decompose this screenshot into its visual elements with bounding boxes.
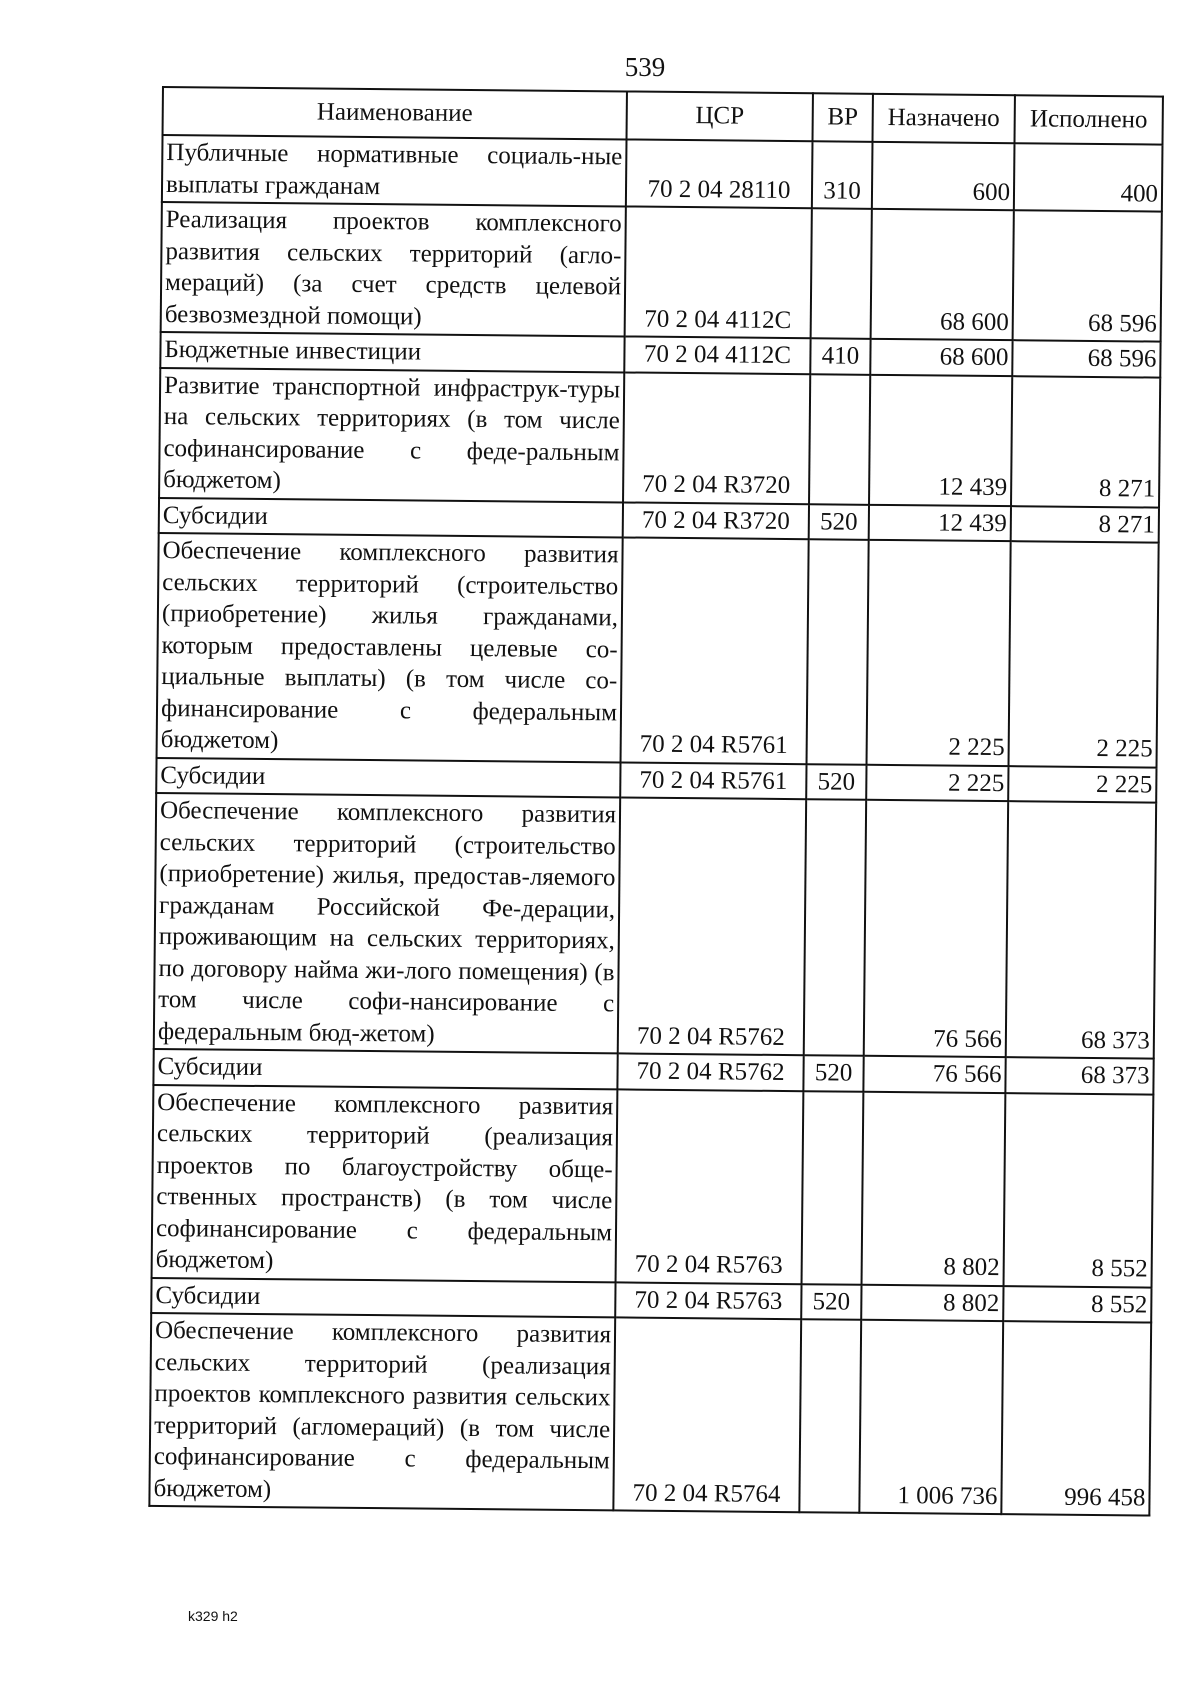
table-row (149, 1313, 1151, 1516)
row-name: Бюджетные инвестиции (160, 332, 624, 372)
row-code: 70 2 04 R5761 (621, 537, 809, 763)
row-vr (799, 1319, 861, 1513)
row-assigned: 1 006 736 (859, 1320, 1003, 1514)
row-vr: 520 (803, 1055, 863, 1091)
row-assigned: 2 225 (867, 540, 1011, 766)
table-row (154, 793, 1156, 1059)
row-vr: 520 (806, 764, 866, 800)
row-name: Обеспечение комплексного развития сельских территорий (реализация проектов по благоустройству обще-ственных пространств) (в том числе софинансирование с федеральным бюджетом) (152, 1084, 618, 1281)
row-code: 70 2 04 R5764 (613, 1317, 801, 1512)
row-code: 70 2 04 R3720 (623, 502, 809, 539)
row-assigned: 76 566 (864, 800, 1008, 1057)
row-code: 70 2 04 28110 (626, 139, 813, 208)
row-executed: 400 (1014, 143, 1163, 211)
header-name: Наименование (163, 87, 627, 139)
row-executed: 8 271 (1011, 506, 1159, 543)
row-assigned: 68 600 (870, 339, 1012, 376)
row-name: Обеспечение комплексного развития сельских территорий (реализация проектов комплексного развития сельских территорий (агломераций) (в том числе софинансирование с федеральным бюджетом) (149, 1313, 615, 1510)
row-assigned: 8 802 (862, 1091, 1006, 1285)
footer-mark: k329 h2 (188, 1608, 238, 1624)
header-executed: Исполнено (1014, 95, 1162, 144)
row-code: 70 2 04 R5762 (617, 1053, 803, 1090)
row-executed: 2 225 (1009, 541, 1159, 767)
table-row (162, 135, 1163, 212)
table-row (152, 1084, 1154, 1287)
row-vr: 520 (801, 1284, 861, 1320)
page-number: 539 (624, 52, 666, 82)
row-vr (809, 374, 870, 505)
table-row (159, 367, 1160, 507)
row-vr: 310 (812, 141, 873, 209)
row-name: Обеспечение комплексного развития сельских территорий (строительство (приобретение) жилья гражданами, которым предоставлены целевые со-циальные выплаты) (в том числе со-финансирование с федеральным бюджетом) (157, 533, 623, 762)
table-row (157, 533, 1159, 767)
row-name: Развитие транспортной инфраструк-туры на сельских территориях (в том числе софинансирование с феде-ральным бюджетом) (159, 367, 624, 501)
row-name: Публичные нормативные социаль-ные выплаты гражданам (162, 135, 627, 206)
row-code: 70 2 04 R5761 (620, 762, 806, 799)
row-code: 70 2 04 4112С (624, 336, 810, 373)
row-name: Субсидии (153, 1049, 617, 1089)
header-code: ЦСР (627, 91, 813, 141)
row-assigned: 8 802 (861, 1284, 1003, 1321)
row-name: Субсидии (151, 1277, 615, 1317)
row-name: Субсидии (156, 757, 620, 797)
row-executed: 996 458 (1001, 1321, 1151, 1515)
row-executed: 68 373 (1006, 801, 1156, 1058)
row-code: 70 2 04 R5763 (616, 1089, 804, 1284)
row-executed: 8 552 (1003, 1286, 1151, 1323)
row-assigned: 68 600 (871, 209, 1014, 340)
row-vr: 410 (810, 338, 870, 374)
row-executed: 2 225 (1008, 766, 1156, 803)
row-executed: 68 596 (1012, 340, 1160, 377)
row-vr (811, 208, 872, 339)
header-assigned: Назначено (872, 94, 1014, 143)
row-executed: 8 271 (1011, 376, 1160, 507)
row-vr: 520 (809, 504, 869, 540)
row-executed: 68 373 (1005, 1057, 1153, 1094)
row-name: Обеспечение комплексного развития сельских территорий (строительство (приобретение) жилья, предостав-ляемого гражданам Российской Фе-дерации, проживающим на сельских территориях, по договору найма жи-лого помещения) (в том числе софи-нансирование с федеральным бюд-жетом) (154, 793, 620, 1053)
row-name: Реализация проектов комплексного развития сельских территорий (агло-мераций) (за счет средств целевой безвозмездной помощи) (161, 202, 626, 336)
row-code: 70 2 04 R5762 (618, 797, 806, 1055)
row-executed: 68 596 (1013, 210, 1162, 341)
budget-table (148, 86, 1164, 1517)
row-executed: 8 552 (1004, 1093, 1154, 1287)
row-code: 70 2 04 R3720 (623, 372, 810, 504)
row-assigned: 12 439 (869, 504, 1011, 541)
header-vr: ВР (812, 93, 872, 142)
row-assigned: 600 (872, 142, 1015, 210)
row-vr (802, 1091, 864, 1285)
row-code: 70 2 04 R5763 (615, 1282, 801, 1319)
table-row (161, 202, 1162, 342)
row-assigned: 12 439 (869, 374, 1012, 505)
row-vr (804, 799, 866, 1056)
row-assigned: 2 225 (866, 764, 1008, 801)
row-vr (807, 539, 869, 764)
row-assigned: 76 566 (863, 1056, 1005, 1093)
row-code: 70 2 04 4112С (625, 206, 812, 338)
row-name: Субсидии (159, 497, 623, 537)
